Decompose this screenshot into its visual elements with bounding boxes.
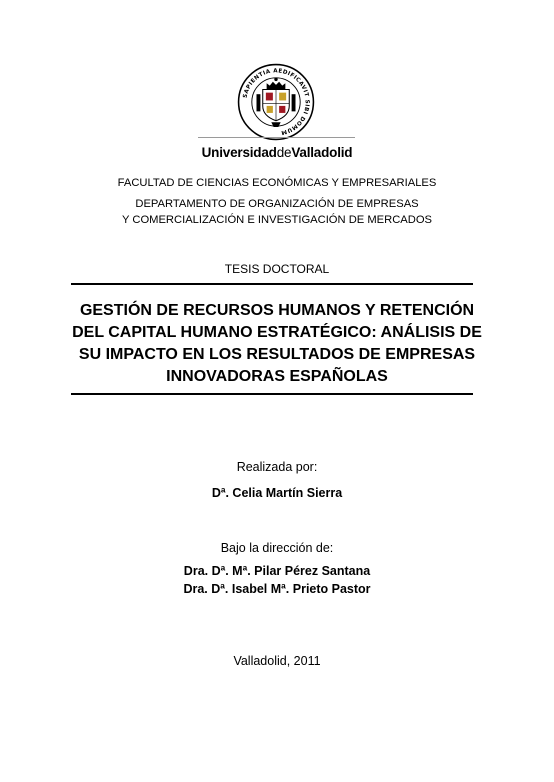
department-line-1: DEPARTAMENTO DE ORGANIZACIÓN DE EMPRESAS [135,198,419,210]
wordmark-de: de [276,145,292,160]
title-line: SU IMPACTO EN LOS RESULTADOS DE EMPRESAS [78,346,476,363]
seal-text: SAPIENTIA AEDIFICAVIT SIBI DOMUM [242,68,310,136]
supervisor-name: Dra. Dª. Isabel Mª. Prieto Pastor [183,582,371,596]
title-line: DEL CAPITAL HUMANO ESTRATÉGICO: ANÁLISIS DE [72,324,482,341]
title-top-rule [71,283,473,285]
logo-divider [198,137,355,138]
place-and-date: Valladolid, 2011 [233,654,321,668]
supervisor-name: Dra. Dª. Mª. Pilar Pérez Santana [183,564,371,578]
title-line: GESTIÓN DE RECURSOS HUMANOS Y RETENCIÓN [79,302,475,319]
university-seal-icon [237,63,315,141]
wordmark-valladolid: Valladolid [291,145,353,160]
university-seal-logo [237,63,315,141]
title-line: INNOVADORAS ESPAÑOLAS [166,368,388,385]
author-label: Realizada por: [236,460,318,474]
department-line-2: Y COMERCIALIZACIÓN E INVESTIGACIÓN DE MERCADOS [122,214,432,226]
author-name: Dª. Celia Martín Sierra [211,486,343,500]
faculty-name: FACULTAD DE CIENCIAS ECONÓMICAS Y EMPRESARIALES [117,177,437,189]
thesis-title [60,300,494,388]
university-wordmark [0,145,554,160]
title-bottom-rule [71,393,473,395]
supervision-label: Bajo la dirección de: [220,541,334,555]
thesis-type: TESIS DOCTORAL [224,262,330,276]
wordmark-universidad: Universidad [201,145,277,160]
